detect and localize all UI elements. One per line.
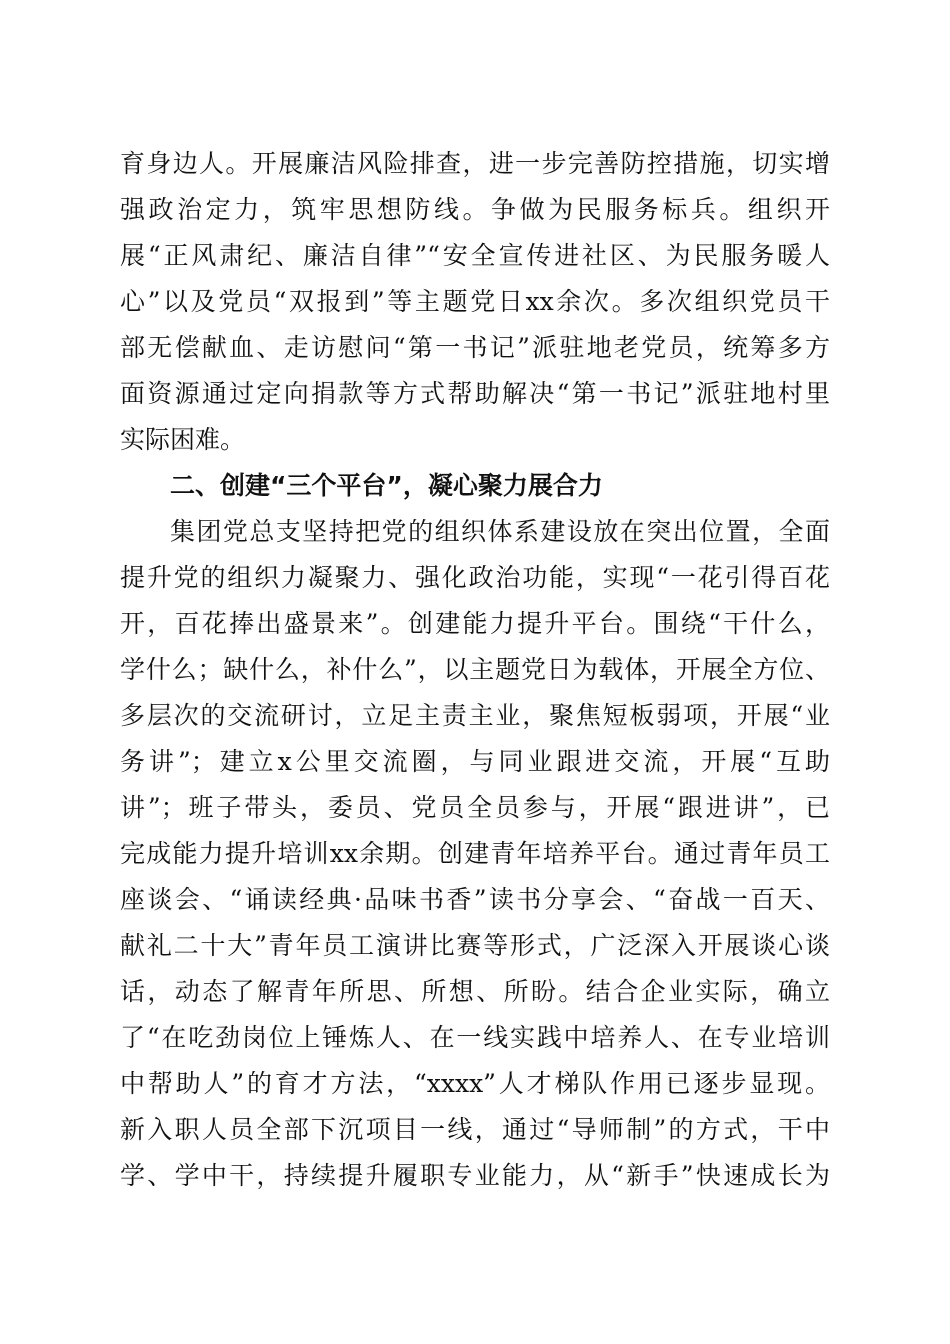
text-line: 了“在吃劲岗位上锤炼人、在一线实践中培养人、在专业培训	[120, 1023, 830, 1052]
text-line: 强政治定力，筑牢思想防线。争做为民服务标兵。组织开	[120, 195, 830, 224]
text-line: 完成能力提升培训xx余期。创建青年培养平台。通过青年员工	[120, 839, 830, 868]
text-line: 献礼二十大”青年员工演讲比赛等形式，广泛深入开展谈心谈	[120, 931, 830, 960]
text-line: 实际困难。	[120, 425, 246, 454]
text-line: 育身边人。开展廉洁风险排查，进一步完善防控措施，切实增	[120, 149, 830, 178]
text-line: 务讲”；建立x公里交流圈，与同业跟进交流，开展“互助	[120, 747, 830, 776]
text-line: 集团党总支坚持把党的组织体系建设放在突出位置，全面	[170, 517, 830, 546]
text-line: 提升党的组织力凝聚力、强化政治功能，实现“一花引得百花	[120, 563, 830, 592]
section-heading: 二、创建“三个平台”，凝心聚力展合力	[170, 471, 603, 500]
text-line: 讲”；班子带头，委员、党员全员参与，开展“跟进讲”，已	[120, 793, 830, 822]
text-line: 学、学中干，持续提升履职专业能力，从“新手”快速成长为	[120, 1161, 830, 1190]
text-line: 新入职人员全部下沉项目一线，通过“导师制”的方式，干中	[120, 1115, 830, 1144]
text-line: 学什么；缺什么，补什么”，以主题党日为载体，开展全方位、	[120, 655, 830, 684]
text-line: 心”以及党员“双报到”等主题党日xx余次。多次组织党员干	[120, 287, 830, 316]
text-line: 话，动态了解青年所思、所想、所盼。结合企业实际，确立	[120, 977, 830, 1006]
text-line: 展“正风肃纪、廉洁自律”“安全宣传进社区、为民服务暖人	[120, 241, 830, 270]
text-line: 部无偿献血、走访慰问“第一书记”派驻地老党员，统筹多方	[120, 333, 830, 362]
text-line: 座谈会、“诵读经典·品味书香”读书分享会、“奋战一百天、	[120, 885, 830, 914]
text-line: 多层次的交流研讨，立足主责主业，聚焦短板弱项，开展“业	[120, 701, 830, 730]
text-line: 开，百花捧出盛景来”。创建能力提升平台。围绕“干什么，	[120, 609, 830, 638]
text-line: 中帮助人”的育才方法，“xxxx”人才梯队作用已逐步显现。	[120, 1069, 830, 1098]
text-line: 面资源通过定向捐款等方式帮助解决“第一书记”派驻地村里	[120, 379, 830, 408]
